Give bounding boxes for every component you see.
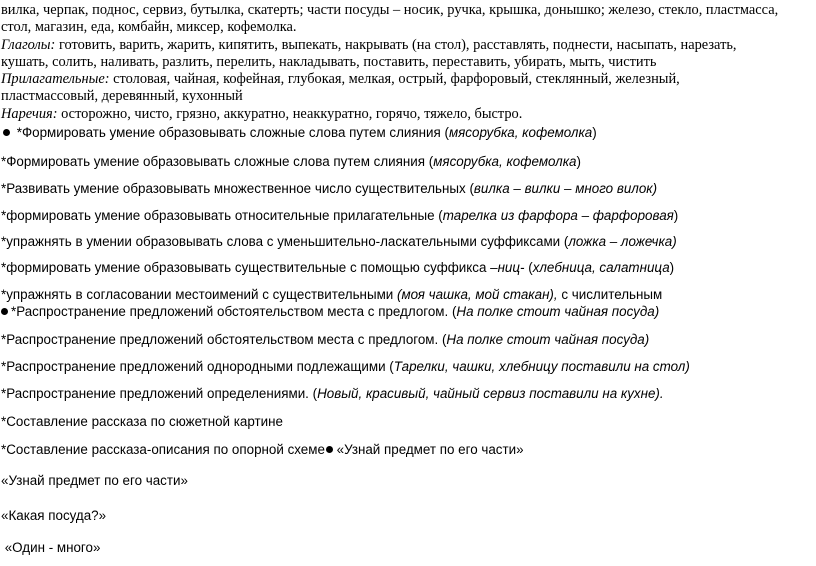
game-title: «Один - много» <box>1 540 101 555</box>
task-item: *упражнять в согласовании местоимений с существительными (моя чашка, мой стакан), с числительным <box>1 287 663 302</box>
nouns-line-2: стол, магазин, еда, комбайн, миксер, кофемолка. <box>1 19 297 35</box>
task-item: *Распространение предложений определениями. (Новый, красивый, чайный сервиз поставили на кухне). <box>1 386 664 401</box>
bullet-icon <box>1 308 8 315</box>
adverbs-line: Наречия: осторожно, чисто, грязно, аккуратно, неаккуратно, горячо, тяжело, быстро. <box>1 106 523 122</box>
verbs-line-1: Глаголы: готовить, варить, жарить, кипятить, выпекать, накрывать (на стол), расставлять, поднести, насыпать, нарезать, <box>1 37 737 53</box>
task-item: *формировать умение образовывать относительные прилагательные (тарелка из фарфора – фарфоровая) <box>1 208 679 223</box>
nouns-line-1: вилка, черпак, поднос, сервиз, бутылка, скатерть; части посуды – носик, ручка, крышка, донышко; железо, стекло, пластмасса, <box>1 2 779 18</box>
game-title: «Какая посуда?» <box>1 508 107 523</box>
game-title: «Узнай предмет по его части» <box>1 473 188 488</box>
adjectives-label: Прилагательные: <box>1 71 110 87</box>
adverbs-label: Наречия: <box>1 106 58 122</box>
task-item: *упражнять в умении образовывать слова с уменьшительно-ласкательными суффиксами (ложка – ложечка) <box>1 234 677 249</box>
verbs-label: Глаголы: <box>1 37 56 53</box>
adjectives-line-1: Прилагательные: столовая, чайная, кофейная, глубокая, мелкая, острый, фарфоровый, стеклянный, железный, <box>1 71 680 87</box>
task-item: *Формировать умение образовывать сложные слова путем слияния (мясорубка, кофемолка) <box>1 154 581 169</box>
task-item: *Формировать умение образовывать сложные слова путем слияния (мясорубка, кофемолка) <box>1 124 597 141</box>
bullet-icon <box>3 129 10 136</box>
task-item: *Составление рассказа-описания по опорной схеме «Узнай предмет по его части» <box>1 442 524 457</box>
task-item: *Распространение предложений обстоятельством места с предлогом. (На полке стоит чайная посуда) <box>1 332 650 347</box>
task-item: *Развивать умение образовывать множественное число существительных (вилка – вилки – много вилок) <box>1 181 658 196</box>
task-item: *Составление рассказа по сюжетной картине <box>1 414 283 429</box>
adjectives-line-2: пластмассовый, деревянный, кухонный <box>1 88 243 104</box>
task-item: *формировать умение образовывать существительные с помощью суффикса –ниц- (хлебница, салатница) <box>1 260 675 275</box>
bullet-icon <box>326 446 333 453</box>
verbs-line-2: кушать, солить, наливать, разлить, перелить, накладывать, поставить, переставить, убирать, мыть, чистить <box>1 54 657 70</box>
task-item: *Распространение предложений однородными подлежащими (Тарелки, чашки, хлебницу поставили на стол) <box>1 359 690 374</box>
task-item: *Распространение предложений обстоятельством места с предлогом. (На полке стоит чайная посуда) <box>1 303 659 320</box>
